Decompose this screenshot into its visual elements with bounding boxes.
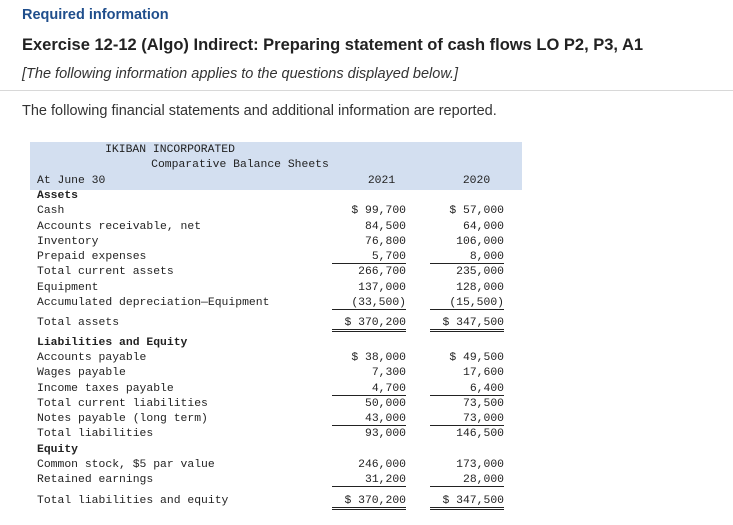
divider bbox=[0, 90, 733, 91]
row-retained-earnings bbox=[30, 474, 522, 489]
row-label: Total current assets bbox=[37, 266, 174, 279]
value-2020: 64,000 bbox=[462, 220, 504, 233]
value-2021: 31,200 bbox=[332, 474, 406, 487]
value-2020: $ 49,500 bbox=[449, 351, 504, 364]
value-2020: 8,000 bbox=[430, 251, 504, 264]
row-inventory bbox=[30, 236, 522, 251]
row-equipment bbox=[30, 282, 522, 297]
value-2021: 43,000 bbox=[332, 413, 406, 426]
row-label: Inventory bbox=[37, 235, 99, 248]
row-common-stock bbox=[30, 459, 522, 474]
balance-sheet-header bbox=[30, 142, 522, 190]
row-label: Notes payable (long term) bbox=[37, 413, 208, 426]
row-accounts-receivable bbox=[30, 221, 522, 236]
value-2021: $ 99,700 bbox=[351, 205, 406, 218]
statement-name: Comparative Balance Sheets bbox=[151, 159, 329, 171]
value-2020: 173,000 bbox=[456, 459, 504, 472]
value-2021: 246,000 bbox=[358, 459, 406, 472]
exercise-title: Exercise 12-12 (Algo) Indirect: Preparing statement of cash flows LO P2, P3, A1 bbox=[22, 36, 644, 54]
section-equity bbox=[30, 444, 522, 459]
row-accounts-payable bbox=[30, 352, 522, 367]
date-label: At June 30 bbox=[37, 175, 106, 187]
applies-note: [The following information applies to the questions displayed below.] bbox=[22, 66, 459, 82]
balance-sheet-table bbox=[30, 142, 522, 510]
row-label: Total liabilities bbox=[37, 428, 154, 441]
value-2021: 7,300 bbox=[371, 367, 406, 380]
row-label: Equipment bbox=[37, 281, 99, 294]
row-label: Assets bbox=[37, 190, 79, 202]
row-total-liabilities bbox=[30, 428, 522, 443]
value-2021: $ 370,200 bbox=[332, 317, 406, 332]
row-label: Wages payable bbox=[37, 367, 126, 380]
row-income-taxes-payable bbox=[30, 383, 522, 398]
value-2020: $ 347,500 bbox=[430, 495, 504, 510]
value-2021: 84,500 bbox=[364, 220, 406, 233]
row-label: Income taxes payable bbox=[37, 382, 174, 395]
value-2020: 146,500 bbox=[456, 428, 504, 441]
value-2021: 137,000 bbox=[358, 281, 406, 294]
required-information-heading: Required information bbox=[22, 7, 169, 23]
row-label: Cash bbox=[37, 205, 65, 218]
row-label: Accumulated depreciation—Equipment bbox=[37, 297, 270, 310]
value-2020: 73,000 bbox=[430, 413, 504, 426]
section-liabilities-and-equity bbox=[30, 337, 522, 352]
row-label: Common stock, $5 par value bbox=[37, 459, 215, 472]
row-label: Total liabilities and equity bbox=[37, 494, 229, 507]
row-label: Total assets bbox=[37, 317, 120, 330]
value-2021: 4,700 bbox=[332, 383, 406, 396]
value-2021: 50,000 bbox=[364, 397, 406, 410]
row-total-liabilities-and-equity bbox=[30, 495, 522, 510]
value-2020: (15,500) bbox=[430, 297, 504, 310]
row-total-current-liabilities bbox=[30, 398, 522, 413]
row-label: Accounts payable bbox=[37, 351, 147, 364]
value-2020: $ 57,000 bbox=[449, 205, 504, 218]
year-2020-header: 2020 bbox=[462, 175, 491, 187]
value-2020: 106,000 bbox=[456, 235, 504, 248]
row-total-assets bbox=[30, 317, 522, 332]
value-2021: 93,000 bbox=[364, 428, 406, 441]
intro-text: The following financial statements and additional information are reported. bbox=[22, 103, 497, 119]
row-label: Accounts receivable, net bbox=[37, 220, 202, 233]
row-label: Prepaid expenses bbox=[37, 251, 147, 264]
row-label: Liabilities and Equity bbox=[37, 336, 188, 349]
value-2021: $ 370,200 bbox=[332, 495, 406, 510]
value-2020: 235,000 bbox=[456, 266, 504, 279]
value-2020: $ 347,500 bbox=[430, 317, 504, 332]
value-2021: 266,700 bbox=[358, 266, 406, 279]
row-label: Equity bbox=[37, 443, 79, 456]
company-name: IKIBAN INCORPORATED bbox=[105, 144, 235, 156]
value-2021: 76,800 bbox=[364, 235, 406, 248]
section-assets bbox=[30, 190, 522, 205]
row-wages-payable bbox=[30, 367, 522, 382]
value-2021: $ 38,000 bbox=[351, 351, 406, 364]
value-2021: 5,700 bbox=[332, 251, 406, 264]
row-label: Retained earnings bbox=[37, 474, 154, 487]
value-2020: 17,600 bbox=[462, 367, 504, 380]
value-2020: 6,400 bbox=[430, 383, 504, 396]
row-total-current-assets bbox=[30, 266, 522, 281]
year-2021-header: 2021 bbox=[367, 175, 396, 187]
value-2021: (33,500) bbox=[332, 297, 406, 310]
value-2020: 28,000 bbox=[430, 474, 504, 487]
row-notes-payable bbox=[30, 413, 522, 428]
row-cash bbox=[30, 205, 522, 220]
row-accumulated-depreciation bbox=[30, 297, 522, 312]
value-2020: 128,000 bbox=[456, 281, 504, 294]
row-label: Total current liabilities bbox=[37, 397, 208, 410]
value-2020: 73,500 bbox=[462, 397, 504, 410]
row-prepaid-expenses bbox=[30, 251, 522, 266]
